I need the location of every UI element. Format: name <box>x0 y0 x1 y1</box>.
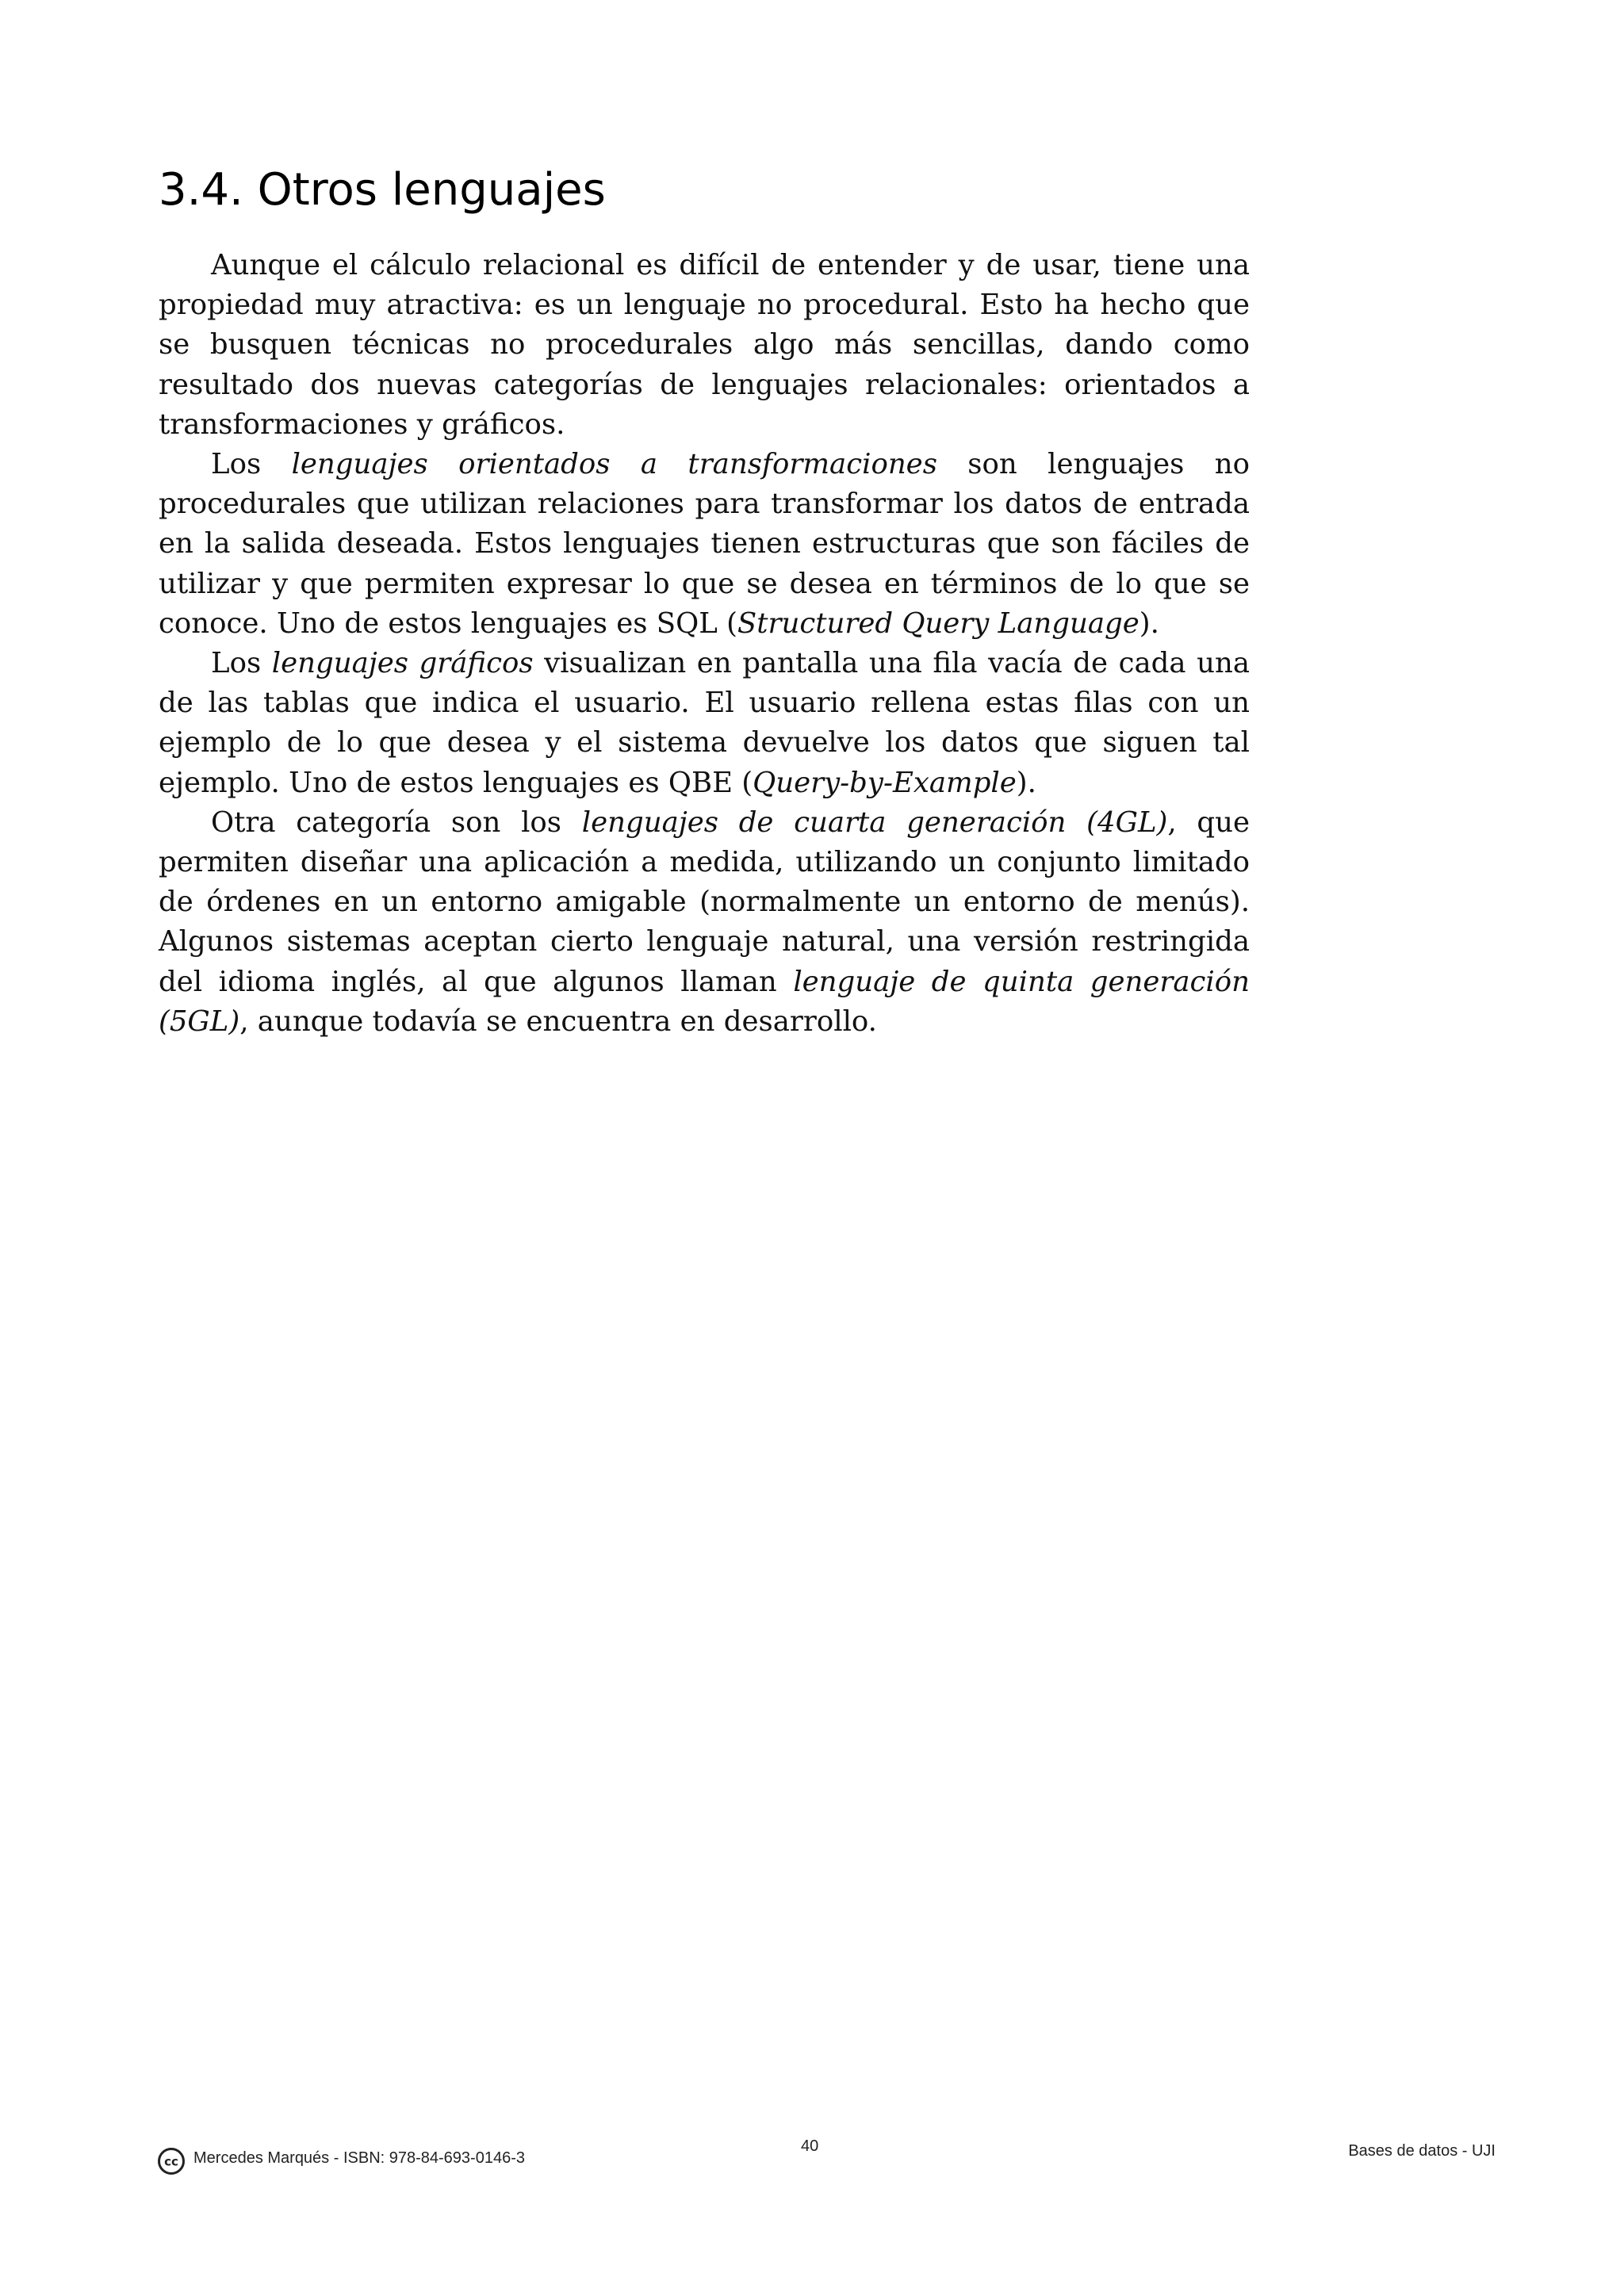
text-run: son lenguajes no procedurales que utilizan relaciones para transformar los datos de entrada en la salida deseada. Estos lenguajes tienen estructuras que son fáciles de utilizar y que permiten expresar lo que se desea en términos de lo que se conoce. Uno de estos lenguajes es SQL ( <box>159 448 1250 640</box>
italic-term: Structured Query Language <box>737 607 1139 640</box>
body-text <box>159 246 1250 1042</box>
italic-term: lenguajes de cuarta generación (4GL) <box>581 806 1168 839</box>
text-run: Los <box>211 647 272 680</box>
text-run: ). <box>1016 766 1036 799</box>
italic-term: lenguajes gráficos <box>271 647 534 680</box>
italic-term: Query-by-Example <box>753 766 1017 799</box>
page-number: 40 <box>801 2137 819 2155</box>
paragraph <box>159 803 1250 1042</box>
creative-commons-icon <box>157 2147 186 2175</box>
italic-term: lenguajes orientados a transformaciones <box>291 448 937 481</box>
text-run: , aunque todavía se encuentra en desarrollo. <box>239 1004 877 1038</box>
paragraph <box>159 246 1250 445</box>
text-run: Los <box>211 448 292 481</box>
paragraph <box>159 445 1250 644</box>
paragraph <box>159 644 1250 803</box>
svg-text:cc: cc <box>164 2154 178 2169</box>
section-heading: 3.4. Otros lenguajes <box>159 164 606 216</box>
italic-term: lenguaje de quinta generación (5GL) <box>159 965 1251 1038</box>
footer-author-isbn: Mercedes Marqués - ISBN: 978-84-693-0146-3 <box>193 2149 525 2167</box>
text-run: ). <box>1139 607 1159 640</box>
text-run: , que permiten diseñar una aplicación a medida, utilizando un conjunto limitado de órdenes en un entorno amigable (normalmente un entorno de menús). Algunos sistemas aceptan cierto lenguaje natural, una versión restringida del idioma inglés, al que algunos llaman <box>159 806 1251 998</box>
text-run: visualizan en pantalla una fila vacía de cada una de las tablas que indica el usuario. El usuario rellena estas filas con un ejemplo de lo que desea y el sistema devuelve los datos que siguen tal ejemplo. Uno de estos lenguajes es QBE ( <box>159 647 1250 799</box>
text-run: Otra categoría son los <box>211 806 582 839</box>
footer-book-title: Bases de datos - UJI <box>1348 2142 1496 2160</box>
footer-author <box>157 2141 525 2175</box>
text-run: Aunque el cálculo relacional es difícil de entender y de usar, tiene una propiedad muy atractiva: es un lenguaje no procedural. Esto ha hecho que se busquen técnicas no procedurales algo más sencillas, dando como resultado dos nuevas categorías de lenguajes relacionales: orientados a transformaciones y gráficos. <box>159 249 1250 441</box>
